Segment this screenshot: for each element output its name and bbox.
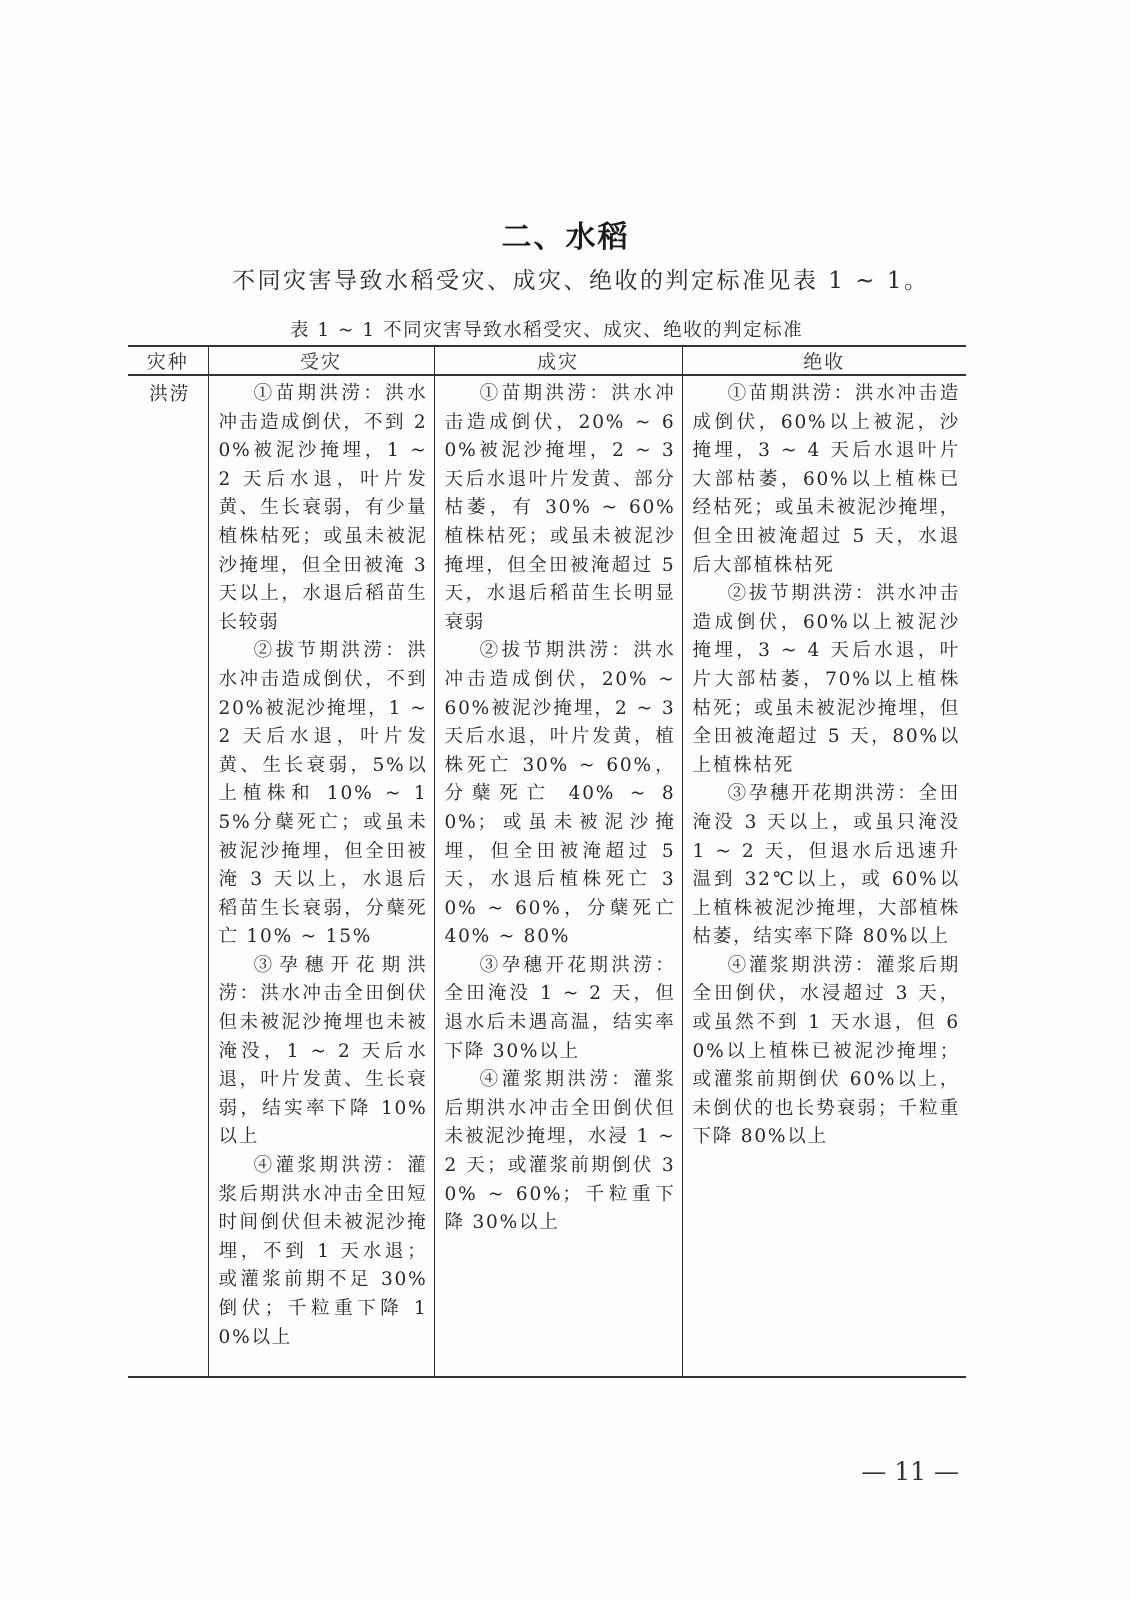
total-loss-criterion: ①苗期洪涝：洪水冲击造成倒伏，60%以上被泥，沙掩埋，3 ~ 4 天后水退叶片大部枯萎，60%以上植株已经枯死；或虽未被泥沙掩埋，但全田被淹超过 5 天，水退后大部植株枯死 [692, 383, 960, 576]
affected-cell [208, 375, 434, 1377]
disaster-criterion: ④灌浆期洪涝：灌浆后期洪水冲击全田倒伏但未被泥沙掩埋，水浸 1 ~ 2 天；或灌浆前期倒伏 30% ~ 60%；千粒重下降 30%以上 [444, 1069, 676, 1234]
header-total-loss: 绝收 [682, 346, 966, 375]
disaster-type-cell: 洪涝 [128, 375, 208, 1377]
page-number: — 11 — [861, 1457, 959, 1486]
criteria-table [128, 345, 966, 1378]
header-disaster-type: 灾种 [128, 346, 208, 375]
table-header-row [128, 346, 966, 375]
total-loss-cell [682, 375, 966, 1377]
table-caption: 表 1 ~ 1 不同灾害导致水稻受灾、成灾、绝收的判定标准 [290, 320, 804, 341]
section-title: 二、水稻 [501, 220, 630, 255]
disaster-cell [434, 375, 682, 1377]
header-disaster: 成灾 [434, 346, 682, 375]
affected-criterion: ①苗期洪涝：洪水冲击造成倒伏，不到 20%被泥沙掩埋，1 ~ 2 天后水退，叶片发黄、生长衰弱，有少量植株枯死；或虽未被泥沙掩埋，但全田被淹 3 天以上，水退后稻苗生长较弱 [218, 383, 428, 633]
disaster-criterion: ①苗期洪涝：洪水冲击造成倒伏，20% ~ 60%被泥沙掩埋，2 ~ 3 天后水退叶片发黄、部分枯萎，有 30% ~ 60%植株枯死；或虽未被泥沙掩埋，但全田被淹超过 5 天，水退后稻苗生长明显衰弱 [444, 383, 676, 633]
total-loss-criterion: ③孕穗开花期洪涝：全田淹没 3 天以上，或虽只淹没 1 ~ 2 天，但退水后迅速升温到 32℃以上，或 60%以上植株被泥沙掩埋，大部植株枯萎，结实率下降 80%以上 [692, 783, 960, 948]
affected-criterion: ④灌浆期洪涝：灌浆后期洪水冲击全田短时间倒伏但未被泥沙掩埋，不到 1 天水退；或灌浆前期不足 30%倒伏；千粒重下降 10%以上 [218, 1155, 428, 1348]
affected-criterion: ③孕穗开花期洪涝：洪水冲击全田倒伏但未被泥沙掩埋也未被淹没，1 ~ 2 天后水退，叶片发黄、生长衰弱，结实率下降 10%以上 [218, 954, 428, 1148]
table-row [128, 375, 966, 1377]
intro-paragraph: 不同灾害导致水稻受灾、成灾、绝收的判定标准见表 1 ~ 1。 [232, 268, 930, 294]
total-loss-criterion: ②拔节期洪涝：洪水冲击造成倒伏，60%以上被泥沙掩埋，3 ~ 4 天后水退，叶片大部枯萎，70%以上植株枯死；或虽未被泥沙掩埋，但全田被淹超过 5 天，80%以上植株枯死 [692, 583, 960, 776]
disaster-criterion: ③孕穗开花期洪涝：全田淹没 1 ~ 2 天，但退水后未遇高温，结实率下降 30%以上 [444, 954, 676, 1062]
disaster-criterion: ②拔节期洪涝：洪水冲击造成倒伏，20% ~ 60%被泥沙掩埋，2 ~ 3 天后水退，叶片发黄，植株死亡 30% ~ 60%，分蘖死亡 40% ~ 80%；或虽未被泥沙掩埋，但全田被淹超过 5 天，水退后植株死亡 30% ~ 60%，分蘖死亡 40% ~ 80% [444, 640, 676, 948]
total-loss-criterion: ④灌浆期洪涝：灌浆后期全田倒伏，水浸超过 3 天，或虽然不到 1 天水退，但 60%以上植株已被泥沙掩埋；或灌浆前期倒伏 60%以上，未倒伏的也长势衰弱；千粒重下降 80%以上 [692, 954, 960, 1148]
header-affected: 受灾 [208, 346, 434, 375]
page-number-footer [0, 1457, 1131, 1486]
affected-criterion: ②拔节期洪涝：洪水冲击造成倒伏，不到 20%被泥沙掩埋，1 ~ 2 天后水退，叶片发黄、生长衰弱，5%以上植株和 10% ~ 15%分蘖死亡；或虽未被泥沙掩埋，但全田被淹 3 天以上，水退后稻苗生长衰弱，分蘖死亡 10% ~ 15% [218, 640, 428, 948]
